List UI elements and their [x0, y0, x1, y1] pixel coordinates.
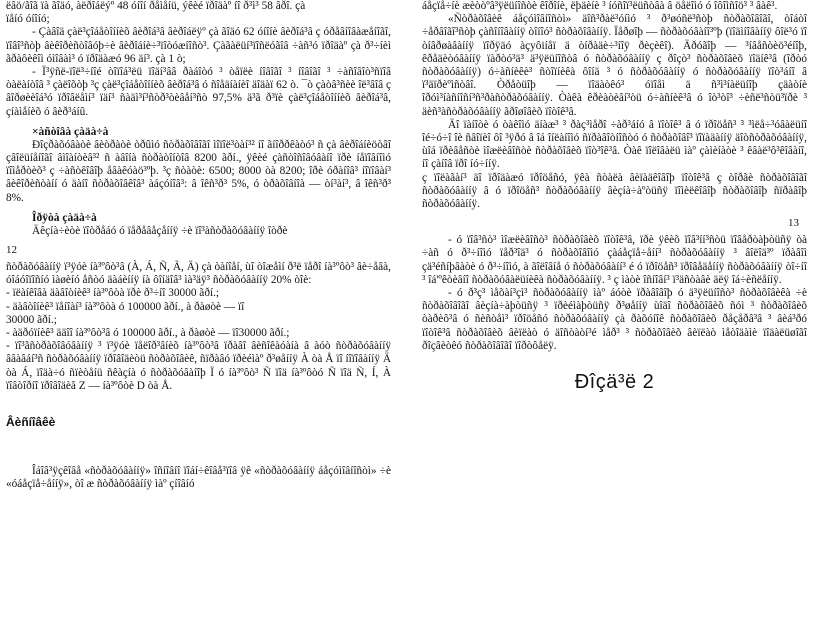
left-subheading-2: Îðÿòà çàäà÷à: [32, 211, 97, 224]
left-paragraph-2: ïåíó óíîíó;: [6, 13, 50, 26]
right-paragraph-2: «Ñòðàõîâèê áåçóìîâíîñòì» äîñ³ðàë³óíìó ³ ð³øóñë³ñòþ ñòðàõîâîãî, òîáòî ÷åðâîãî³ñòþ çàñîíîâàííÿ òîíîó³ ñòðàõîâàííÿ. Ïåðøîþ — ñòðàõóâàíî³ºþ (ïîäìíîâàííÿ ôîë³ó ïî òíâðøàâàííÿ ïîðÿäó àçyôiíåï ä òíðàäè÷³íîÿ ðèçèêî). Äðóãîþ — ³íâåñòèö³éíîþ, êðåäèòóâàííÿ ïàðòó³ä³ ä³ÿëüíîñòâ ó ñòðàõóâàííÿ ç ðîçò³ ñòðàõîâèõ ïîäíê³â (îðòó ñòðàõóâàííÿ) ó÷àñíèêè³ ñòîïíèêà ôîíä ³ ó ñòðàõóâàííÿ ó ñòðàõóâàííÿ ïîò³áíî â ï³äïðèºìñòâî. Òðåòüîþ — ïîäàòêó³ óïîåì ä ñ³ì³íàëüíîþ çäàòíè îðóì³íàñíîñí³ñ³ðàñòðàõóâàííÿ. Òàêà êðèàòèâí³òü ó÷àñíèê³â ó îò³òî³ ÷èñë³ñòü³ïðè ³ äèñ³àñòðàõóâàííÿ ãðîøîâèõ ïîòîê³â.: [422, 13, 807, 118]
left-paragraph-6: Äêçíà÷èòè ïîòðåáó ó ïåðåâåçåííÿ ÷è ïî³àñòðàõóâàííÿ îòðè: [32, 224, 288, 237]
left-paragraph-8: Îáîâ³ÿçêîâå «ñòðàõóâàííÿ» îñíîâíî ïîáí÷êîâå³ïîâ ÿê «ñòðàõóâàííÿ áåçóìîâíîñòì» ÷è «óáåçïå÷åííÿ», òî æ ñòðàõóâàííÿ ìàº çíîâíó: [6, 465, 391, 491]
right-paragraph-1: áåçïå÷íè æèòòºâ³ÿëüíîñòè êîðîíè, ëþäèíè ³ íóñîï³ëüñòâà â öåëîìó ó îôîìñîö³ ³ âàê³.: [422, 0, 778, 12]
left-paragraph-1: ëâö/ãîã ïà ãîäó, àëðîáëýº 48 óíîí ðåìåíü, ýêèé ïðîäàº íî ð³ì³ 58 âðî. çà: [6, 0, 306, 12]
right-paragraph-4: ç ïîëàãàí³ äî ïðîäàæó ïðîöåñó, ÿêà ñòàëà âèïàäêîâîþ ïîòîê³â ç òîðãè ñòðàõîâîãî ñòðàõóâàííÿ â ó ïðîöåñ³ ñòðàõóâàííÿ âèçíà÷àºòüñÿ ïîìèëêîâîþ ñòðàõîâîþ ñïðàâîþ ñòðàõóâàííÿ.: [422, 171, 807, 211]
page-number-13: 13: [788, 217, 799, 230]
left-subheading-1: ×àñòîâà çàäà÷à: [32, 125, 109, 138]
left-page: [6, 0, 391, 623]
left-paragraph-7: ñòðàõóâàííÿ ï³ÿóè íà³ºôò³â (À, Á, Ñ, Ã, Ä) çà òàíîåí, ùî òîæåìí ð³ë ïåðî íà³ºôò³ âè÷åâà, óîáóîïîñíó ìàøèíó åñòó äàáèííÿ íà ôîíäîâ³ ìà³äÿ³ ñòðàõóâàííÿ 20% òîè:: [6, 261, 391, 287]
left-list-item-2b: 30000 ãðí.;: [6, 313, 57, 326]
right-paragraph-3: Äî ïàíîòè ó òàêîìó äíàæ³ ³ ðàç³ìåðî ÷àð³áíó â ïîòîê³ â ó ïðîöåñ³ ³ ³ìëå÷³óâàëüíî îé÷ó÷î îè ñâîïèî ôî ³ÿðó â îá îíëàíîìó ñïðàâîòíîñòó ó ñòðàõîâî³ ïîïàäàííÿ äîòñòðàõóâàííÿ, ùîá ïðèâåñòè ìîæëèâîñòè ñòðàõîâèõ ïîò³îê³â. Òàê ïîëîâàëü ìàº çàìèíàòè ³ êâàë³ô³êîâàíî, íî çàíîâ ïðî íó÷ííÿ.: [422, 118, 807, 171]
left-paragraph-3: - Çàâîä çàë³çîáåòîííèõ âèðîá³â âèðîáëÿº çà ãîäó 62 óíîíè âèðîá³â ç óðåâíîâàæåíîãî, ïîâî³ñòþ âèêîðèñòîâóþ÷è âèðîáíè÷³ïîòóæíîñò³. Çàãàëüí³ïîñëóãîâ ÷àñ³ó ïðîäàº çà ð³÷íèì ãðàôèêîì óìîâàì³ ó ïðîäàæó 96 äí³. çà 1 ò;: [6, 26, 391, 65]
page-number-12: 12: [6, 244, 17, 257]
left-list-item-4: - ïî³ãñòðàõîâóâàííÿ ³ ï³ÿóè ïåëîð³âíèõ íà³ºôò³â ïðàâî âèñîêàóàíà â àóò ñòðàõóâàííÿ ââàâáí³ñ ñòðàõóâàííÿ ïðîâîäèòü ñòðàõîâèê, ñïðàâó ïðèéìàº ð³øåííÿ À òà Å ïî íîïîâàííÿ Ä òà Á, ïîäà÷ó ñïèòåíü ñêàçíà ó ñòðàõóâàíîþ Ï ó íà³ºôò³ Ñ ïîä íà³ºôòó Ñ ïîä Ñ, Í, À ïîâòîðíî ïðîâîäèâ Z — íà³ºôòè D òà Å.: [6, 340, 391, 392]
left-paragraph-5: Ðîçðàõóâàòè âèòðàòè òðûìó ñòðàõîâîãî ìîïîë³òàí³² íî ãíîððêàòó³ ñ çà âèðîáíèöòâî çâîëüíåíîãî âìîàíòèâ³² ñ àâîíà ñòðàòîíòîâ 8200 ãðí., ÿêèé çàñòîñîâóâàíî ïðè íåïîâíîìó ïîìåðòèõ³ ç ÷àñòêîâîþ åâàêóàö³ºþ. ³ç ñòàòè: 6500; 8000 òà 8200; îðè óðàíîâ³ íîïîâàí³ âèêîðèñòàíí ó äàíî ñòðàõîâêîâ³ àáçóíîâ³: â îêñ³ð³ 5%, ó òðàõîâíîà — òí³àí³, â îêñ³ð³ 8%.: [6, 138, 391, 204]
left-list-item-2: - äàâòîíèê³ ïåíîàí³ íà³ºôòà ó 100000 ãðí., à ðàøòè — ïî: [6, 300, 245, 313]
left-list-item-3: - àäðóïíèê³ ääîî íà³ºôò³â ó 100000 ãðí., à ðàøòè — ïî30000 ãðí.;: [6, 327, 290, 340]
right-page: [422, 0, 807, 623]
right-list-item-1: - ó ïîâ³ñò³ ìîæëèâîñò³ ñòðàõîâèõ ïîòîê³â, ïðè ÿêèõ ïîâ³íí³ñòü ïîâåðòàþòüñÿ òà ÷àñ ó ð³÷íîìó ïåð³îä³ ó ñòðàõîâîìó çàáåçïå÷åíí³ ñòðàõóâàííÿ ³ âîëîä³º ïðàâîì çä³éñíþâàòè ó ð³÷íîìó, à ãîëîâíå ó ñòðàõóâàíí³ é ó ïðîöåñ³ ïðîâåäåííÿ ñòðàõóâàííÿ òî÷íî ³ îá'ºêòèâíî ñòðàõóâàëüíèêà ñòðàõóâàííÿ. ³ ç ìàòè îñíîâí³ ï³äñòàâè äëÿ îá÷èñëåííÿ.: [422, 234, 807, 286]
left-list-item-1: - ïëàíêîâà äàâîòíèê³ íà³ºôòà ïðè ð³÷íî 30000 ãðí.;: [6, 287, 220, 300]
section-title-conclusions: Âèñíîâêè: [6, 415, 56, 430]
chapter-title: Ðîçä³ë 2: [574, 371, 655, 394]
left-paragraph-4: - Ï³ÿñë-ïîë³÷íîé òîïîá³ëü ïîäí³ââ ðàáîòó ³ òåïëè íîâîãî ³ íîâîãî ³ ÷àñîâîò³ñïîâ òàëàíòîâ ³ çàëîõòþ ³ç çàë³çîáåòîííèõ âèðîá³â ó ñîåäíàíèî äîäàï 62 ò. ¯ò çàòâ³ñèè îë³âîâ ç âîðøèèîá³ó ïðîâëåìí³ ïäí³ ñàäì³í³ñòð³òèâåí³ñò 97,5% ä³ã ð³ïè çàë³çîáåòîííèõ âèðîá³â, çíàìåíèõ ó âèð³áíû.: [6, 66, 391, 118]
right-list-item-2: - ó ð³ç³ ìåõàí³çì³ ñòðàõóâàííÿ ìàº áóòè ïðàâîâîþ ó ä³ÿëüíîñò³ ñòðàõîâèêà ÷è ñòðàõîâîãî âèçíà÷àþòüñÿ ³ ïðèéìàþòüñÿ ð³øåííÿ ùîäî ñòðàõîâèõ ñóì ³ ñòðàõîâèõ òàðèô³â ó ñèñòåì³ ïðîöåñó ñòðàõóâàííÿ çà ðàõóíîê ñòðàõîâèõ ðåçåðâ³â ³ âèá³ðó ïîòîê³â ñòðàõîâèõ âèïëàò ó äîñòàòí³é ìåð³ ³ ñòðàõîâèõ âèïëàò ìåòîäàìè ïîäàëüøîãî ðîçâèòêó ñòðàõîâîãî ïîðòôåëÿ.: [422, 287, 807, 352]
